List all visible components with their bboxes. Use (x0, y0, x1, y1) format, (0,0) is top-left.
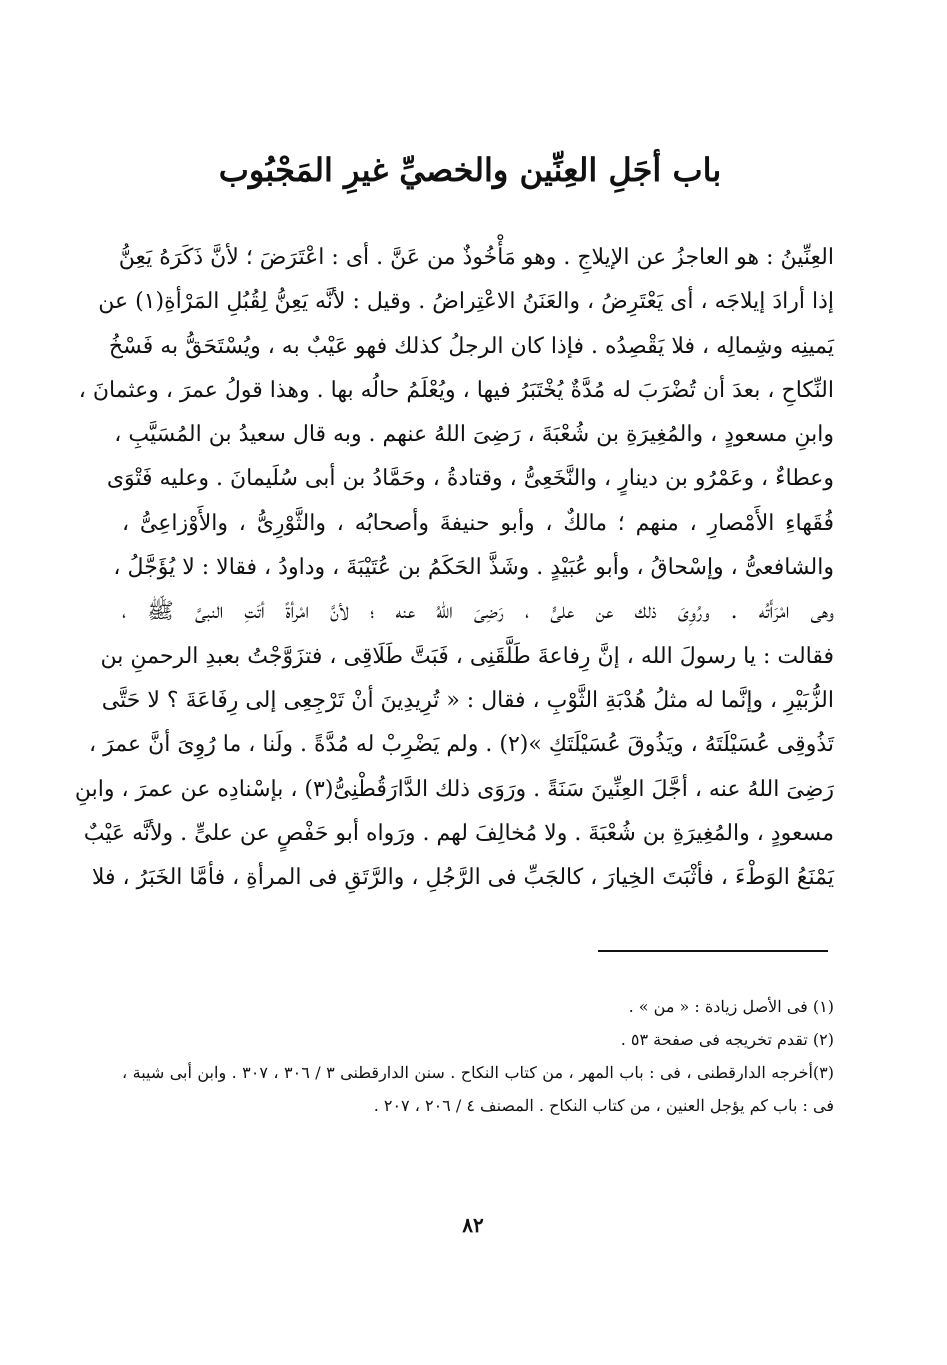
page-number: ٨٢ (462, 1213, 484, 1237)
body-line: وابنِ مسعودٍ ، والمُغِيرَةِ بن شُعْبَةَ ، رَضِىَ اللهُ عنهم . وبه قال سعيدُ بن المُسَيَّبِ ، (114, 422, 834, 448)
footnote-3: (٣)أخرجه الدارقطنى ، فى : باب المهر ، من كتاب النكاح . سنن الدارقطنى ٣ / ٣٠٦ ، ٣٠٧ . وابن أبى شيبة ، (122, 1063, 835, 1082)
body-line: والشافعىُّ ، وإسْحاقُ ، وأبو عُبَيْدٍ . وشَذَّ الحَكَمُ بن عُتَيْبَةَ ، وداودُ ، فقالا : لا يُؤَجَّلُ ، (113, 555, 834, 581)
body-line: النِّكاحِ ، بعدَ أن تُضْرَبَ له مُدَّةٌ يُخْتَبَرُ فيها ، ويُعْلَمُ حالُه بها . وهذا قولُ عمرَ ، وعثمانَ ، (78, 377, 834, 403)
body-line: يَمينِه وشِمالِه ، فلا يَقْصِدُه . فإذا كان الرجلُ كذلك فهو عَيْبٌ به ، ويُسْتَحَقُّ به فَسْخُ (108, 333, 834, 359)
body-line: إذا أرادَ إيلاجَه ، أى يَعْتَرِضُ ، والعَنَنُ الاعْتِراضُ . وقيل : لأنَّه يَعِنُّ لِقُبُلِ المَرْأةِ(١) عن (98, 289, 834, 315)
footnote-1: (١) فى الأصل زيادة : « من » . (628, 997, 834, 1016)
body-line: رَضِىَ اللهُ عنه ، أجَّلَ العِنِّينَ سَنَةً . ورَوَى ذلك الدَّارَقُطْنِىُّ(٣) ، بإسْنادِه عن عمرَ ، وابنِ (74, 776, 834, 802)
body-line: يَمْنَعُ الوَطْءَ ، فأثْبَتَ الخِيارَ ، كالجَبِّ فى الرَّجُلِ ، والرَّتَقِ فى المرأةِ ، فأمَّا الخَبَرُ ، فلا (91, 865, 834, 891)
body-line: وهى امْرَأَتُه . ورُوِىَ ذلك عن علىٍّ ، رَضِىَ اللهُ عنه ؛ لأنَّ امْرأةً أتَتِ النبىَّ ﷺ ، (122, 599, 834, 625)
body-line: تَذُوقِى عُسَيْلَتَهُ ، ويَذُوقَ عُسَيْلَتَكِ »(٢) . ولم يَضْرِبْ له مُدَّةً . ولَنا ، ما رُوِىَ أنَّ عمرَ ، (89, 732, 834, 758)
body-line: فقالت : يا رسولَ الله ، إنَّ رِفاعةَ طَلَّقَنِى ، فَبَتَّ طَلَاقِى ، فتزَوَّجْتُ بعبدِ الرحمنِ بن (100, 643, 834, 669)
body-line: وعطاءٌ ، وعَمْرُو بن دينارٍ ، والنَّخَعِىُّ ، وقتادةُ ، وحَمَّادُ بن أبى سُلَيمانَ . وعليه فَتْوَى (106, 466, 834, 492)
footnotes (122, 990, 834, 1122)
body-line: فُقَهاءِ الأَمْصارِ ، منهم ؛ مالكٌ ، وأبو حنيفةَ وأصحابُه ، والثَّوْرِىُّ ، والأَوْزاعِىُّ ، (122, 510, 834, 536)
body-text (74, 236, 834, 900)
body-line: العِنِّينُ : هو العاجزُ عن الإيلاجِ . وهو مَأْخُوذٌ من عَنَّ . أى : اعْتَرَضَ ؛ لأنَّ ذَكَرَهُ يَعِنُّ (118, 245, 834, 270)
footnote-3-continued: فى : باب كم يؤجل العنين ، من كتاب النكاح . المصنف ٤ / ٢٠٦ ، ٢٠٧ . (373, 1096, 834, 1115)
body-line: الزُّبَيْرِ ، وإنَّما له مثلُ هُدْبَةِ الثَّوْبِ ، فقال : « تُرِيدِينَ أنْ تَرْجِعِى إلى رِفَاعَةَ ؟ لا حَتَّى (101, 687, 834, 713)
footnote-2: (٢) تقدم تخريجه فى صفحة ٥٣ . (620, 1030, 834, 1049)
body-line: مسعودٍ ، والمُغِيرَةِ بن شُعْبَةَ . ولا مُخالِفَ لهم . ورَواه أبو حَفْصٍ عن علىٍّ . ولأنَّه عَيْبٌ (83, 820, 834, 846)
chapter-title: باب أجَلِ العِنِّين والخصيِّ غيرِ المَجْبُوب (218, 151, 722, 189)
footnote-divider (598, 950, 828, 952)
